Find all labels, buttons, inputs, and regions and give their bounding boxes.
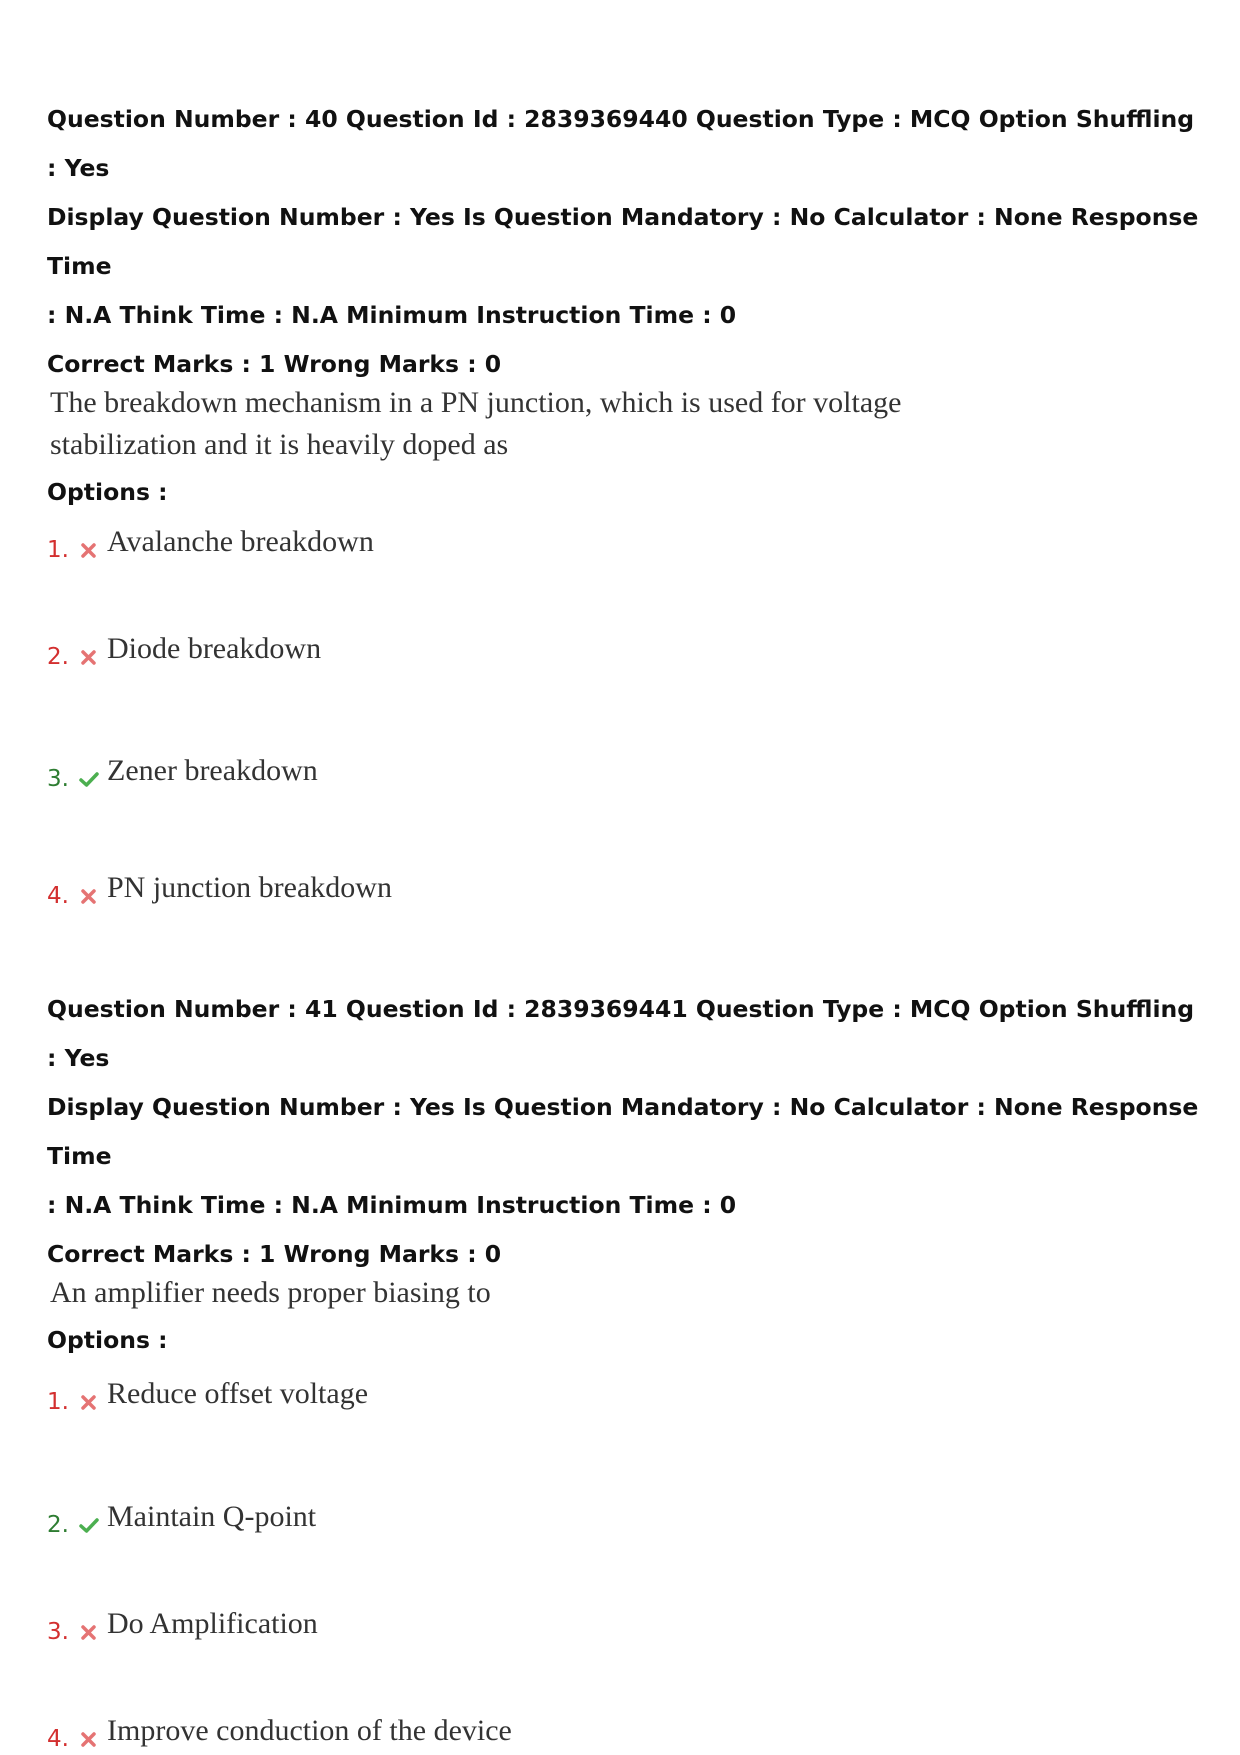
option-text: Do Amplification (107, 1607, 318, 1640)
option-item (47, 753, 1207, 793)
option-text: Avalanche breakdown (107, 525, 374, 558)
option-text: Diode breakdown (107, 632, 322, 665)
question-text (50, 382, 1207, 466)
marks-line: Correct Marks : 1 Wrong Marks : 0 (47, 350, 502, 378)
option-item (47, 1606, 1207, 1646)
cross-icon (77, 1727, 101, 1751)
option-number: 3. (47, 766, 69, 792)
option-text: Improve conduction of the device (107, 1714, 512, 1747)
question-text (50, 1272, 1207, 1314)
cross-icon (77, 538, 101, 562)
option-number: 1. (47, 1389, 69, 1415)
cross-icon (77, 1390, 101, 1414)
question-meta (47, 985, 1207, 1230)
marks-line: Correct Marks : 1 Wrong Marks : 0 (47, 1240, 502, 1268)
meta-line: : N.A Think Time : N.A Minimum Instruction Time : 0 (47, 1191, 737, 1219)
option-item (47, 870, 1207, 910)
option-item (47, 1499, 1207, 1539)
option-item (47, 1713, 1207, 1753)
cross-icon (77, 645, 101, 669)
question-text-line: An amplifier needs proper biasing to (50, 1276, 491, 1309)
option-text: Maintain Q-point (107, 1500, 317, 1533)
meta-line: Display Question Number : Yes Is Question Mandatory : No Calculator : None Response Time (47, 203, 1199, 280)
cross-icon (77, 1620, 101, 1644)
option-number: 3. (47, 1619, 69, 1645)
cross-icon (77, 884, 101, 908)
options-label: Options : (47, 1326, 168, 1354)
check-icon (77, 767, 101, 791)
meta-line: Question Number : 41 Question Id : 2839369441 Question Type : MCQ Option Shuffling : Yes (47, 995, 1195, 1072)
meta-line: Display Question Number : Yes Is Question Mandatory : No Calculator : None Response Time (47, 1093, 1199, 1170)
option-text: Zener breakdown (107, 754, 318, 787)
check-icon (77, 1513, 101, 1537)
option-number: 2. (47, 644, 69, 670)
question-text-line: stabilization and it is heavily doped as (50, 428, 509, 461)
option-item (47, 524, 1207, 564)
question-block-40 (47, 95, 1207, 910)
option-number: 2. (47, 1512, 69, 1538)
option-item (47, 1376, 1207, 1416)
question-block-41 (47, 985, 1207, 1753)
meta-line: Question Number : 40 Question Id : 2839369440 Question Type : MCQ Option Shuffling : Yes (47, 105, 1195, 182)
option-text: Reduce offset voltage (107, 1377, 369, 1410)
option-number: 4. (47, 883, 69, 909)
options-label: Options : (47, 478, 168, 506)
meta-line: : N.A Think Time : N.A Minimum Instruction Time : 0 (47, 301, 737, 329)
option-text: PN junction breakdown (107, 871, 392, 904)
option-number: 4. (47, 1726, 69, 1752)
question-text-line: The breakdown mechanism in a PN junction, which is used for voltage (50, 386, 902, 419)
question-meta (47, 95, 1207, 340)
option-number: 1. (47, 537, 69, 563)
option-item (47, 631, 1207, 671)
